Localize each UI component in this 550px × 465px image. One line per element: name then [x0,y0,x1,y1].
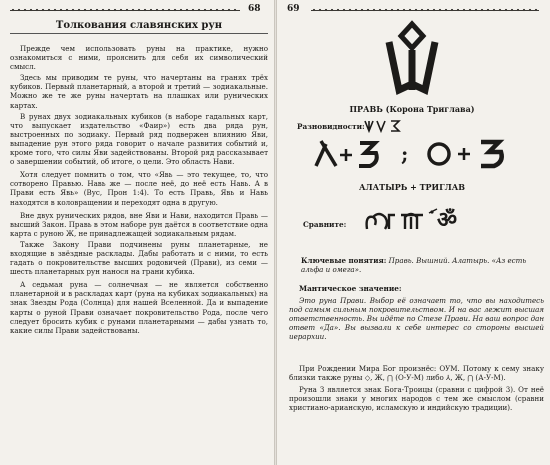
right-text [289,364,544,412]
compare-label: Сравните: [303,220,347,229]
paragraph: В рунах двух зодиакальных кубиков (в наборе гадальных карт, что выпускает издательство «Фаир») есть два ряда рун, выстроенных по зодиаку. Первый ряд подвержен влиянию Яви, выпадение рун этого ряда говорит о начале развития событий и, кроме того, что силы Яви задействованы. Второй ряд рассказывает о завершении событий, об итоге, о цели. Это область Нави. [10,111,268,167]
header-ornament [10,7,240,13]
header-ornament [311,7,539,13]
page-number: 69 [287,4,300,14]
key-concepts [301,256,541,274]
key-concepts-text: Правь. Вышний. Алатырь. «Аз есть альфа и омега». [301,256,527,275]
key-concepts-label: Ключевые понятия: [301,256,387,265]
paragraph: Прежде чем использовать руны на практике, нужно ознакомиться с ними, прояснить для себя их символический смысл. [10,44,268,72]
formula-separator: ; [401,142,409,166]
paragraph: При Рождении Мира Бог произнёс: ОУМ. Потому к сему знаку близки также руны ◇, Ж, ⋂ (О-У-М) либо ⅄, Ж, ⋂ (А-У-М). [289,364,544,383]
prav-rune-icon [381,20,443,96]
om-symbol: ॐ [437,207,458,233]
variants-label: Разновидности: [297,122,365,131]
rune-title: ПРАВЬ (Корона Триглава) [349,104,475,114]
paragraph: Руна З является знак Бога-Троицы (сравни с цифрой 3). От неё произошли знаки у многих народов с тем же смыслом (сравни христиано-арианскую, исламскую и индийскую традиции). [289,385,544,413]
variant-runes-icon [363,119,403,133]
right-page [277,0,550,465]
o-plus-z-icon [425,138,517,170]
title-rule [10,33,268,34]
paragraph: Вне двух рунических рядов, вне Яви и Нави, находится Правь — высший Закон. Правь в этом наборе рун даётся в соответствие одна карта с руною Ж, не принадлежащей зодиакальным рядам. [10,210,268,238]
alatyr-title: АЛАТЫРЬ + ТРИГЛАВ [359,182,465,192]
page-number: 68 [248,4,261,14]
left-page [0,0,274,465]
paragraph: Также Закону Прави подчинены руны планетарные, не входящие в звёздные расклады. Дабы работать и с ними, то есть гадать о покровительстве высших родовичей (Прави), из семи — шесть планетарных рун нанося на грани кубика. [10,239,268,277]
mantic-paragraph: Это руна Прави. Выбор её означает то, что вы находитесь под самым сильным покровительством. И на вас лежит высшая ответственность. Вы идёте по Стезе Прави. На ваш вопрос дан ответ «Да». Вы вызвали к себе интерес со стороны высшей иерархии. [289,296,544,342]
paragraph: Хотя следует помнить о том, что «Явь — это текущее, то, что сотворено Правью. Навь же — после неё, до неё есть Навь. А в Прави есть Явь» (Вус, Прон 1:4). То есть Правь, Явь и Навь находятся в коловращении и переходят одна в другую. [10,170,268,207]
mantic-label: Мантическое значение: [299,284,402,293]
lambda-plus-z-icon [313,138,393,170]
mantic-text [289,296,544,341]
paragraph: А седьмая руна — солнечная — не является собственно планетарной и в раскладах карт (руна на кубиках зодиакальных) на знак Звезды Рода (Солнца) для нашей Вселенной. Да и выпадение карты о руной Прави означает покровительство Рода, после чего следует бросить кубик с рунами планетарными — дабы узнать то, какие силы Прави задействованы. [10,280,268,335]
rune-formula [313,136,523,172]
page-title: Толкования славянских рун [55,20,223,31]
left-text [10,44,268,337]
paragraph: Здесь мы приводим те руны, что начертаны на гранях трёх кубиков. Первый планетарный, а второй и третий — зодиакальные. Можно же те же руны начертать на плашках или рунических картах. [10,73,268,110]
